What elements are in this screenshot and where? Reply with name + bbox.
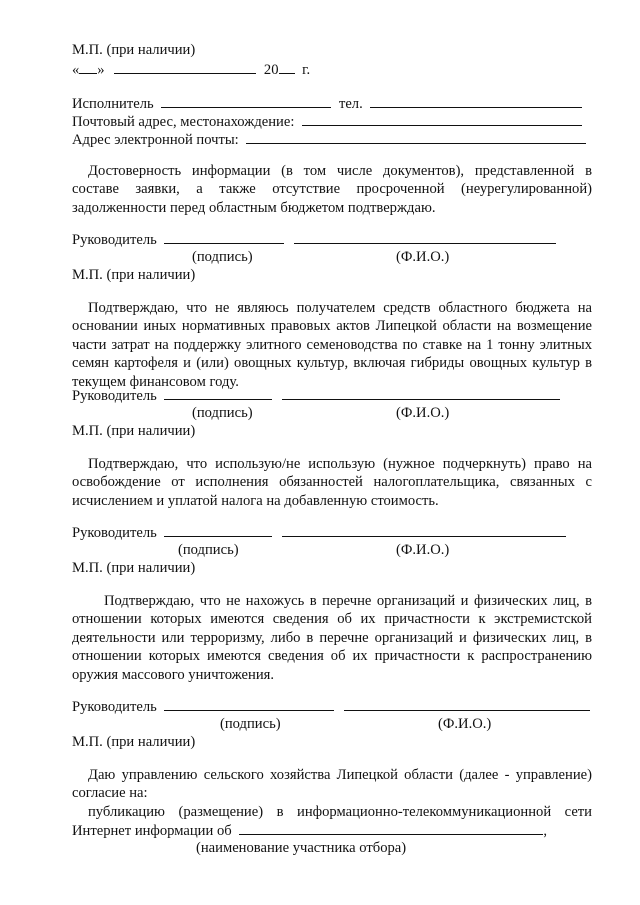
participant-name-caption: (наименование участника отбора) bbox=[196, 840, 407, 856]
no-subsidy-paragraph: Подтверждаю, что не являюсь получателем средств областного бюджета на основании иных нормативных правовых актов Липецкой области на возмещение части затрат на поддержку элитного семеноводства по ставке на 1 тонну элитных семян картофеля и (или) овощных культур, включая гибриды овощных культур в текущем финансовом году. bbox=[72, 300, 592, 390]
year-prefix: 20 bbox=[263, 62, 279, 78]
consent-item-comma: , bbox=[543, 823, 547, 840]
year-field[interactable] bbox=[279, 60, 295, 74]
head-label: Руководитель bbox=[72, 232, 157, 248]
signature-field-4[interactable] bbox=[164, 697, 334, 711]
email-field[interactable] bbox=[246, 130, 586, 144]
year-suffix: г. bbox=[302, 62, 311, 78]
name-caption-1: (Ф.И.О.) bbox=[396, 249, 450, 265]
date-quote-close: » bbox=[97, 62, 105, 78]
signature-caption-3: (подпись) bbox=[178, 542, 239, 558]
consent-item-text: публикацию (размещение) в информационно-телекоммуникационной сети Интернет информации об bbox=[72, 804, 592, 840]
signature-caption-4: (подпись) bbox=[220, 716, 281, 732]
name-field-3[interactable] bbox=[282, 523, 566, 537]
date-line bbox=[72, 60, 310, 79]
consent-paragraph: Даю управлению сельского хозяйства Липецкой области (далее - управление) согласие на: bbox=[72, 767, 592, 802]
head-label: Руководитель bbox=[72, 525, 157, 541]
name-caption-2: (Ф.И.О.) bbox=[396, 405, 450, 421]
participant-name-field[interactable] bbox=[239, 821, 543, 835]
name-field-2[interactable] bbox=[282, 386, 560, 400]
stamp-place-3: М.П. (при наличии) bbox=[72, 560, 196, 576]
email-line bbox=[72, 130, 586, 149]
signature-line-1 bbox=[72, 230, 556, 249]
day-field[interactable] bbox=[79, 60, 97, 74]
stamp-place-1: М.П. (при наличии) bbox=[72, 267, 196, 283]
signature-field-2[interactable] bbox=[164, 386, 272, 400]
name-caption-3: (Ф.И.О.) bbox=[396, 542, 450, 558]
month-field[interactable] bbox=[114, 60, 256, 74]
stamp-place-label: М.П. (при наличии) bbox=[72, 42, 196, 58]
signature-field-3[interactable] bbox=[164, 523, 272, 537]
stamp-place-2: М.П. (при наличии) bbox=[72, 423, 196, 439]
executor-label: Исполнитель bbox=[72, 96, 154, 112]
name-caption-4: (Ф.И.О.) bbox=[438, 716, 492, 732]
name-field-1[interactable] bbox=[294, 230, 556, 244]
phone-field[interactable] bbox=[370, 94, 582, 108]
date-quote-open: « bbox=[72, 62, 80, 78]
executor-line bbox=[72, 94, 582, 113]
signature-line-2 bbox=[72, 386, 560, 405]
no-extremism-paragraph: Подтверждаю, что не нахожусь в перечне организаций и физических лиц, в отношении которых имеются сведения об их причастности к экстремистской деятельности или терроризму, либо в перечне организаций и физических лиц, в отношении которых имеются сведения об их причастности к распространению оружия массового уничтожения. bbox=[72, 593, 592, 683]
postal-field[interactable] bbox=[302, 112, 582, 126]
name-field-4[interactable] bbox=[344, 697, 590, 711]
head-label: Руководитель bbox=[72, 388, 157, 404]
executor-field[interactable] bbox=[161, 94, 331, 108]
vat-exemption-paragraph: Подтверждаю, что использую/не использую (нужное подчеркнуть) право на освобождение от исполнения обязанностей налогоплательщика, связанных с исчислением и уплатой налога на добавленную стоимость. bbox=[72, 456, 592, 509]
reliability-paragraph: Достоверность информации (в том числе документов), представленной в составе заявки, а также отсутствие просроченной (неурегулированной) задолженности перед областным бюджетом подтверждаю. bbox=[72, 163, 592, 216]
signature-line-3 bbox=[72, 523, 566, 542]
stamp-place-4: М.П. (при наличии) bbox=[72, 734, 196, 750]
signature-caption-1: (подпись) bbox=[192, 249, 253, 265]
phone-label: тел. bbox=[338, 96, 363, 112]
postal-label: Почтовый адрес, местонахождение: bbox=[72, 114, 295, 130]
signature-caption-2: (подпись) bbox=[192, 405, 253, 421]
signature-field-1[interactable] bbox=[164, 230, 284, 244]
signature-line-4 bbox=[72, 697, 590, 716]
email-label: Адрес электронной почты: bbox=[72, 132, 239, 148]
postal-line bbox=[72, 112, 582, 131]
head-label: Руководитель bbox=[72, 699, 157, 715]
consent-item bbox=[72, 803, 592, 841]
